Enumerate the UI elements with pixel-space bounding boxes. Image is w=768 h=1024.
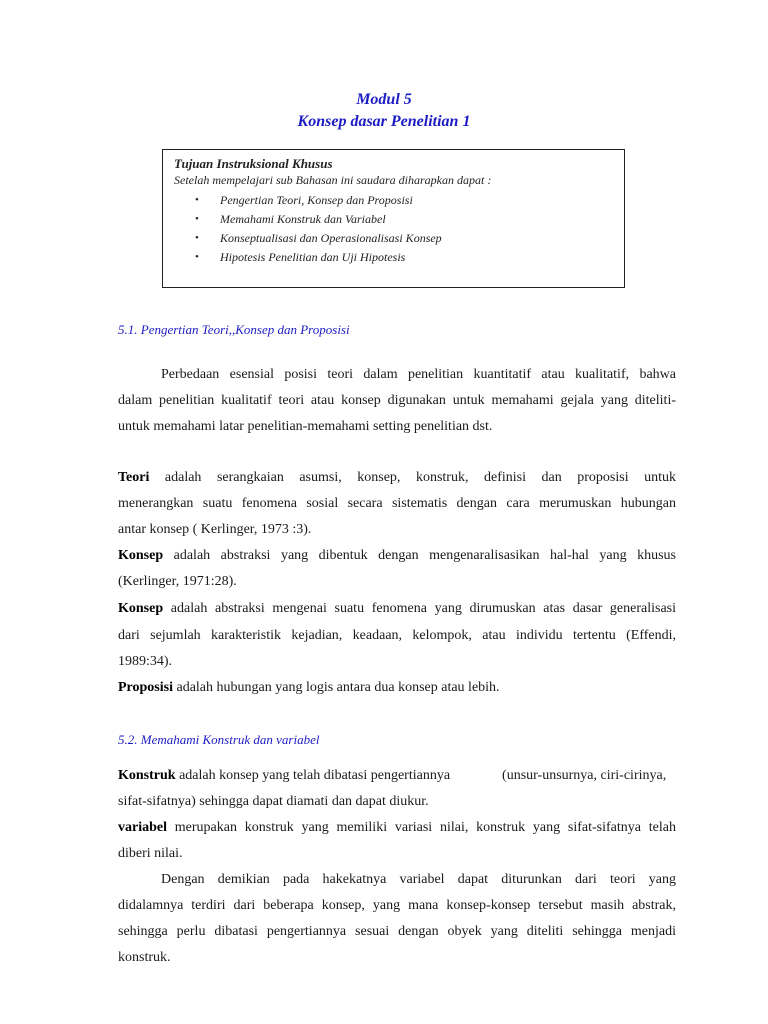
objectives-box — [162, 149, 625, 288]
list-item-text: Hipotesis Penelitian dan Uji Hipotesis — [220, 250, 406, 264]
objectives-list — [163, 191, 442, 267]
list-item-text: Memahami Konstruk dan Variabel — [220, 212, 386, 226]
paragraph-line: untuk memahami latar penelitian-memahami setting penelitian dst. — [118, 419, 493, 434]
paragraph-line: didalamnya terdiri dari beberapa konsep, yang mana konsep-konsep tersebut masih abstrak, — [118, 898, 676, 913]
paragraph-line: dalam penelitian kualitatif teori atau konsep digunakan untuk memahami gejala yang diteliti- — [118, 393, 676, 408]
objectives-intro: Setelah mempelajari sub Bahasan ini saudara diharapkan dapat : — [174, 173, 492, 187]
paragraph-line: antar konsep ( Kerlinger, 1973 :3). — [118, 522, 312, 537]
definition-text: merupakan konstruk yang memiliki variasi nilai, konstruk yang sifat-sifatnya telah — [167, 820, 676, 835]
definition-text: adalah konsep yang telah dibatasi pengertiannya — [175, 768, 451, 783]
list-item — [163, 248, 442, 267]
list-item — [163, 229, 442, 248]
paragraph-line: sehingga perlu dibatasi pengertiannya sesuai dengan obyek yang diteliti sehingga menjadi — [118, 924, 676, 939]
konsep-definition-2 — [118, 600, 676, 618]
bullet-icon: • — [195, 232, 199, 244]
definition-text: adalah hubungan yang logis antara dua konsep atau lebih. — [172, 680, 500, 695]
paragraph-line: konstruk. — [118, 950, 171, 965]
module-title: Modul 5 — [356, 91, 412, 108]
paragraph-line: 1989:34). — [118, 654, 173, 669]
paragraph-line: dari sejumlah karakteristik kejadian, keadaan, kelompok, atau individu tertentu (Effendi, — [118, 628, 676, 643]
bullet-icon: • — [195, 213, 199, 225]
objectives-title: Tujuan Instruksional Khusus — [174, 156, 333, 171]
proposisi-definition — [118, 679, 676, 697]
paragraph-line: sifat-sifatnya) sehingga dapat diamati dan dapat diukur. — [118, 794, 429, 809]
term-teori: Teori — [118, 470, 150, 485]
list-item-text: Pengertian Teori, Konsep dan Proposisi — [220, 193, 413, 207]
list-item — [163, 210, 442, 229]
section-heading-5-2: 5.2. Memahami Konstruk dan variabel — [118, 732, 320, 747]
list-item — [163, 191, 442, 210]
definition-text: (unsur-unsurnya, ciri-cirinya, — [502, 768, 667, 783]
definition-text: adalah abstraksi yang dibentuk dengan mengenaralisasikan hal-hal yang khusus — [163, 548, 676, 563]
definition-text: adalah abstraksi mengenai suatu fenomena yang dirumuskan atas dasar generalisasi — [163, 601, 676, 616]
definition-text: adalah serangkaian asumsi, konsep, konstruk, definisi dan proposisi untuk — [149, 470, 676, 485]
paragraph-line: diberi nilai. — [118, 846, 183, 861]
term-variabel: variabel — [118, 820, 167, 835]
term-konsep: Konsep — [118, 601, 164, 616]
module-subtitle: Konsep dasar Penelitian 1 — [297, 113, 471, 130]
paragraph-line: (Kerlinger, 1971:28). — [118, 574, 237, 589]
paragraph-line: menerangkan suatu fenomena sosial secara sistematis dengan cara merumuskan hubungan — [118, 496, 676, 511]
konsep-definition-1 — [118, 547, 676, 565]
teori-definition — [118, 469, 676, 487]
list-item-text: Konseptualisasi dan Operasionalisasi Konsep — [220, 231, 442, 245]
paragraph-line: Dengan demikian pada hakekatnya variabel dapat diturunkan dari teori yang — [161, 872, 676, 887]
konstruk-definition — [118, 767, 676, 785]
bullet-icon: • — [195, 251, 199, 263]
term-konstruk: Konstruk — [118, 768, 176, 783]
variabel-definition — [118, 819, 676, 837]
term-konsep: Konsep — [118, 548, 164, 563]
section-heading-5-1: 5.1. Pengertian Teori,,Konsep dan Proposisi — [118, 322, 350, 337]
paragraph-line: Perbedaan esensial posisi teori dalam penelitian kuantitatif atau kualitatif, bahwa — [161, 367, 676, 382]
term-proposisi: Proposisi — [118, 680, 173, 695]
bullet-icon: • — [195, 194, 199, 206]
